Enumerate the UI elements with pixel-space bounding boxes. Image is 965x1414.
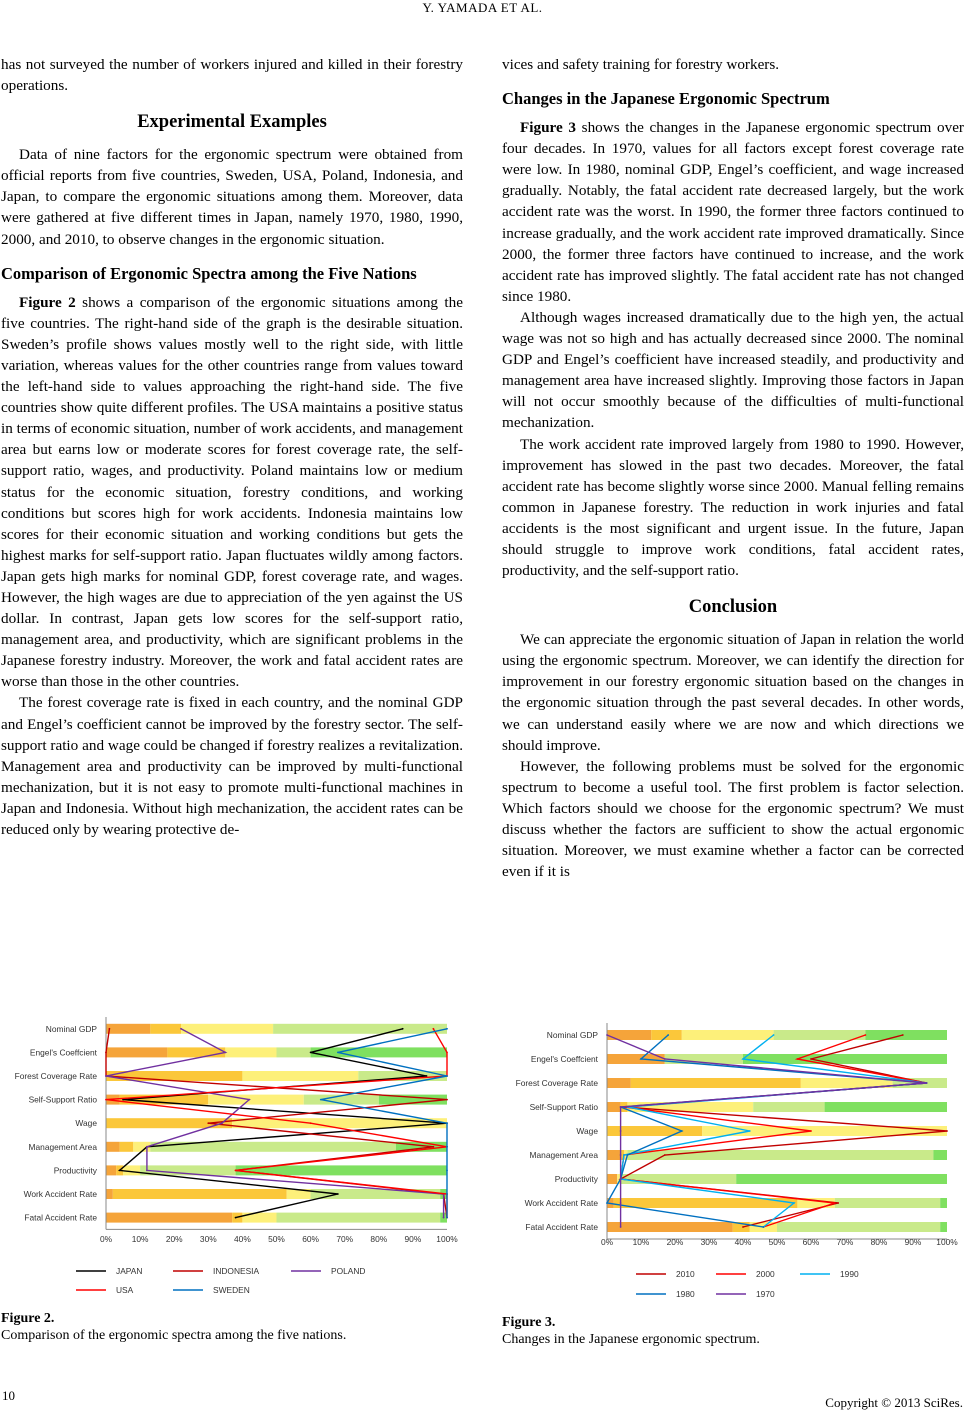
fig2-band-row8-seg0 <box>106 1213 232 1223</box>
fig3-point-1970 <box>620 1130 622 1132</box>
fig3-point-1980 <box>606 1202 608 1204</box>
fig2-band-row1-seg1 <box>167 1047 225 1057</box>
fig2-category-label: Nominal GDP <box>45 1023 97 1034</box>
fig3-point-1990 <box>773 1034 775 1036</box>
fig2-x-tick-label: 90% <box>404 1234 422 1244</box>
fig2-x-tick-label: 50% <box>268 1234 285 1244</box>
fig2-point-indonesia <box>207 1122 209 1124</box>
fig3-x-tick-label: 100% <box>936 1237 958 1247</box>
fig3-band-row5-seg4 <box>933 1150 947 1160</box>
paragraph-comparison <box>1 292 463 693</box>
fig3-x-tick-label: 50% <box>768 1237 786 1247</box>
fig3-band-row8-seg4 <box>940 1222 947 1232</box>
fig3-band-row5-seg0 <box>607 1150 621 1160</box>
fig3-point-1970 <box>664 1058 666 1060</box>
fig3-band-row3-seg3 <box>753 1102 824 1112</box>
fig3-band-row3-seg4 <box>825 1102 947 1112</box>
fig2-category-label: Self-Support Ratio <box>28 1094 97 1105</box>
fig3-category-label: Fatal Accident Rate <box>525 1222 598 1232</box>
paragraph-conclusion-1: We can appreciate the ergonomic situation of Japan in relation the world using the ergonomic spectrum. Moreover, we can identify the direction for improvement in our forestry ergonomic situation based on the changes in the ergonomic situation through the past several decades. In other words, we can understand easily where we are now and which directions we should improve. <box>502 631 964 754</box>
fig2-band-row1-seg2 <box>225 1047 276 1057</box>
fig2-point-poland <box>180 1028 182 1030</box>
fig3-point-2010 <box>902 1034 904 1036</box>
fig2-band-row8-seg2 <box>242 1213 276 1223</box>
fig3-legend-label: 1980 <box>676 1289 695 1299</box>
fig3-point-1990 <box>793 1202 795 1204</box>
fig2-x-tick-label: 60% <box>302 1234 319 1244</box>
fig2-point-usa <box>446 1052 448 1054</box>
fig2-band-row0-seg1 <box>150 1024 181 1034</box>
fig2-band-row5-seg0 <box>106 1142 120 1152</box>
fig3-point-1970 <box>620 1226 622 1228</box>
fig2-point-poland <box>146 1146 148 1148</box>
fig3-x-tick-label: 90% <box>904 1237 922 1247</box>
fig3-point-1970 <box>620 1154 622 1156</box>
fig2-point-japan <box>402 1028 404 1030</box>
fig3-point-1980 <box>667 1034 669 1036</box>
fig3-point-1970 <box>606 1034 608 1036</box>
figure3-chart <box>500 1010 963 1310</box>
fig2-legend-label: USA <box>116 1285 134 1295</box>
subsection-heading-comparison: Comparison of Ergonomic Spectra among the Five Nations <box>1 263 417 283</box>
fig2-point-sweden <box>446 1028 448 1030</box>
right-column <box>502 54 964 882</box>
fig3-x-tick-label: 80% <box>870 1237 888 1247</box>
comparison-text: shows a comparison of the ergonomic situations among the five countries. The right-hand side of the graph is the desirable situation. Sweden’s profile shows values mostly well to the right side, with little variation, whereas values for the other countries range from values toward the left-hand side to values approaching the right-hand side. The five countries show quite different profiles. The USA maintains a positive status in terms of economic situation, number of work accidents, and management area but earns low or moderate scores for forest coverage rate, the self-support ratio, wages, and productivity. Poland maintains low or medium status for the economic situation, forestry conditions, and working conditions but scores high for work accidents. Indonesia maintains low scores for their economic situation and working conditions but gets the highest marks for self-support ratio. Japan fluctuates wildly among factors. Japan gets high marks for nominal GDP, forest coverage rate, and wages. However, the high wages are due to appreciation of the yen against the US dollar. In contrast, Japan gets low scores for the self-support ratio, management area, and productivity, which are significant problems in the Japanese forestry industry. Moreover, the work and fatal accident rates are worse than those in the other countries. <box>1 293 463 691</box>
fig2-point-usa <box>432 1028 434 1030</box>
fig2-x-tick-label: 10% <box>131 1234 149 1244</box>
fig3-point-2010 <box>837 1202 839 1204</box>
fig2-band-row6-seg0 <box>106 1165 116 1175</box>
fig2-legend-label: INDONESIA <box>213 1266 260 1276</box>
fig2-point-indonesia <box>446 1099 448 1101</box>
fig3-legend-label: 1990 <box>840 1269 859 1279</box>
fig3-point-1980 <box>763 1226 765 1228</box>
fig2-point-indonesia <box>432 1146 434 1148</box>
fig3-category-label: Self-Support Ratio <box>529 1102 598 1112</box>
fig2-point-poland <box>443 1217 445 1219</box>
changes-text: shows the changes in the Japanese ergonomic spectrum over four decades. In 1970, values for all factors except forest coverage rate were low. In 1980, nominal GDP, Engel’s coefficient, and wage increased gradually. Notably, the fatal accident rate decreased largely, but the work accident rate was the worst. In 1990, the former three factors continued to increase gradually, and the work accident rate improved dramatically. Since 2000, the former three factors have continued to increase, and the work accident rate has improved slightly. The fatal accident rate has not changed since 1980. <box>502 119 964 305</box>
fig3-band-row8-seg0 <box>607 1222 733 1232</box>
fig2-band-row3-seg2 <box>208 1095 303 1105</box>
fig2-x-tick-label: 70% <box>336 1234 354 1244</box>
fig2-x-tick-label: 30% <box>199 1234 217 1244</box>
fig2-category-label: Fatal Accident Rate <box>24 1212 97 1223</box>
paragraph-continued: vices and safety training for forestry workers. <box>502 56 780 73</box>
fig2-point-sweden <box>446 1170 448 1172</box>
fig3-category-label: Engel's Coeffcient <box>530 1054 598 1064</box>
running-head: Y. YAMADA ET AL. <box>422 0 543 15</box>
fig3-band-row0-seg2 <box>682 1030 774 1040</box>
figure2-caption-block <box>1 1310 471 1344</box>
fig3-category-label: Forest Coverage Rate <box>515 1078 598 1088</box>
fig2-point-sweden <box>446 1146 448 1148</box>
fig2-category-label: Wage <box>75 1118 97 1129</box>
fig2-point-poland <box>146 1170 148 1172</box>
paragraph-intro: has not surveyed the number of workers injured and killed in their forestry operations. <box>1 56 463 95</box>
fig3-point-2010 <box>742 1226 744 1228</box>
fig2-point-sweden <box>320 1099 322 1101</box>
fig2-point-japan <box>119 1170 121 1172</box>
fig3-band-row3-seg0 <box>607 1102 621 1112</box>
fig3-band-row6-seg3 <box>621 1174 737 1184</box>
subsection-heading-changes: Changes in the Japanese Ergonomic Spectrum <box>502 89 830 109</box>
fig2-point-japan <box>426 1075 428 1077</box>
fig3-x-tick-label: 60% <box>802 1237 820 1247</box>
fig3-band-row2-seg0 <box>607 1078 631 1088</box>
fig3-point-1990 <box>742 1058 744 1060</box>
fig2-point-sweden <box>446 1217 448 1219</box>
left-column <box>1 54 463 840</box>
fig3-band-row0-seg4 <box>865 1030 947 1040</box>
fig2-point-sweden <box>446 1122 448 1124</box>
fig3-category-label: Work Accident Rate <box>524 1198 598 1208</box>
fig3-point-2000 <box>810 1130 812 1132</box>
fig2-band-row7-seg1 <box>113 1189 287 1199</box>
fig3-point-2000 <box>797 1058 799 1060</box>
section-heading-experimental: Experimental Examples <box>137 112 327 133</box>
fig2-category-label: Forest Coverage Rate <box>14 1071 97 1081</box>
fig3-point-1970 <box>620 1106 622 1108</box>
fig3-category-label: Management Area <box>529 1150 598 1160</box>
fig2-point-poland <box>224 1052 226 1054</box>
paragraph-experimental: Data of nine factors for the ergonomic spectrum were obtained from official reports from five countries, Sweden, USA, Poland, Indonesia, and Japan, to compare the ergonomic situations among them. Moreover, data were gathered at five different times in Japan, namely 1970, 1980, 1990, 2000, and 2010, to observe changes in the ergonomic situation. <box>1 146 463 248</box>
fig3-point-1980 <box>627 1154 629 1156</box>
fig3-category-label: Nominal GDP <box>546 1030 598 1040</box>
fig3-x-tick-label: 0% <box>600 1237 614 1247</box>
fig2-point-usa <box>235 1170 237 1172</box>
fig2-legend-label: POLAND <box>331 1266 366 1276</box>
section-heading-conclusion: Conclusion <box>688 597 778 618</box>
fig3-point-2010 <box>664 1154 666 1156</box>
fig2-x-tick-label: 100% <box>436 1234 458 1244</box>
figure3-caption: Changes in the Japanese ergonomic spectrum. <box>502 1332 760 1347</box>
paragraph-conclusion-2: However, the following problems must be solved for the ergonomic spectrum to become a useful tool. The first problem is factor selection. Which factors should we choose for the ergonomic spectrum? We must discuss whether the factors are sufficient to show the actual ergonomic situation. Moreover, we must examine whether a factor can be corrected even if it is <box>502 757 964 881</box>
fig2-point-indonesia <box>109 1028 111 1030</box>
fig2-band-row0-seg0 <box>106 1024 150 1034</box>
fig2-point-sweden <box>337 1052 339 1054</box>
paragraph-changes <box>502 117 964 307</box>
fig2-point-sweden <box>446 1193 448 1195</box>
fig3-x-tick-label: 30% <box>700 1237 718 1247</box>
fig2-category-label: Work Accident Rate <box>23 1189 97 1199</box>
figure2-label: Figure 2. <box>1 1311 55 1326</box>
fig3-band-row5-seg3 <box>627 1150 933 1160</box>
fig2-point-poland <box>248 1099 250 1101</box>
fig2-band-row1-seg3 <box>277 1047 311 1057</box>
fig2-point-indonesia <box>105 1052 107 1054</box>
fig2-point-japan <box>310 1052 312 1054</box>
fig3-point-1970 <box>620 1178 622 1180</box>
fig3-legend-label: 1970 <box>756 1289 775 1299</box>
fig3-point-1990 <box>749 1130 751 1132</box>
fig3-point-2000 <box>834 1202 836 1204</box>
fig3-band-row7-seg3 <box>835 1198 940 1208</box>
fig3-band-row0-seg1 <box>651 1030 682 1040</box>
fig3-band-row6-seg0 <box>607 1174 617 1184</box>
fig3-band-row0-seg3 <box>774 1030 866 1040</box>
copyright-notice: Copyright © 2013 SciRes. <box>825 1395 963 1410</box>
paragraph-wages: Although wages increased dramatically due to the high yen, the actual wage was not so high and has actually decreased since 2000. The nominal GDP and Engel’s coefficient have increased steadily, and productivity and management area have increased slightly. Improving those factors in Japan will not occur smoothly because of the difficulties of multi-functional mechanization. <box>502 308 964 432</box>
paragraph-accident: The work accident rate improved largely from 1980 to 1990. However, improvement has slowed in the past two decades. Moreover, the fatal accident rate has become slightly worse since 2000. Manual felling remains common in Japanese forestry. The reduction in work injuries and fatal accidents is the most significant and urgent issue. In the future, Japan should struggle to improve work conditions, fatal accident rates, productivity, and the self-support ratio. <box>502 435 964 580</box>
fig2-category-label: Productivity <box>53 1165 97 1176</box>
fig2-point-sweden <box>446 1075 448 1077</box>
figure2-caption: Comparison of the ergonomic spectra among the five nations. <box>1 1328 347 1343</box>
fig2-band-row2-seg2 <box>242 1071 358 1081</box>
fig3-category-label: Productivity <box>554 1174 598 1184</box>
fig3-point-1990 <box>623 1154 625 1156</box>
fig2-point-usa <box>310 1122 312 1124</box>
fig2-x-tick-label: 20% <box>165 1234 183 1244</box>
figure2-reference: Figure 2 <box>19 293 76 311</box>
fig3-category-label: Wage <box>576 1126 598 1136</box>
fig2-x-tick-label: 0% <box>99 1234 113 1244</box>
fig2-band-row1-seg0 <box>106 1047 167 1057</box>
fig3-x-tick-label: 70% <box>836 1237 854 1247</box>
fig2-category-label: Engel's Coeffcient <box>29 1047 97 1058</box>
fig3-point-2010 <box>946 1130 948 1132</box>
fig2-point-poland <box>221 1122 223 1124</box>
figure2-chart <box>0 1010 470 1300</box>
fig3-band-row2-seg1 <box>631 1078 801 1088</box>
figure3-caption-block <box>502 1314 962 1348</box>
fig3-point-1970 <box>620 1202 622 1204</box>
fig3-legend-label: 2000 <box>756 1269 775 1279</box>
fig3-x-tick-label: 20% <box>666 1237 684 1247</box>
page-number: 10 <box>2 1388 15 1403</box>
fig2-point-poland <box>105 1075 107 1077</box>
fig3-x-tick-label: 40% <box>734 1237 752 1247</box>
fig3-point-2000 <box>865 1034 867 1036</box>
fig2-point-japan <box>337 1193 339 1195</box>
fig2-x-tick-label: 80% <box>370 1234 388 1244</box>
fig2-band-row8-seg3 <box>277 1213 441 1223</box>
fig2-band-row0-seg2 <box>181 1024 273 1034</box>
paragraph-forest: The forest coverage rate is fixed in each country, and the nominal GDP and Engel’s coefficient cannot be improved by the forestry sector. The self-support ratio and wage could be changed if forestry realizes a revitalization. Management area and productivity can be improved by multi-functional mechanization, but it is not easy to promote multi-functional machines in Japan and Indonesia. Without high mechanization, the accident rates can be reduced only by wearing protective de- <box>1 694 463 838</box>
fig3-x-tick-label: 10% <box>632 1237 650 1247</box>
fig2-band-row4-seg2 <box>232 1118 447 1128</box>
fig3-band-row6-seg4 <box>736 1174 947 1184</box>
fig2-x-tick-label: 40% <box>234 1234 251 1244</box>
fig2-point-usa <box>105 1099 107 1101</box>
fig2-legend-label: JAPAN <box>116 1266 143 1276</box>
fig3-point-1980 <box>640 1058 642 1060</box>
fig2-category-label: Management Area <box>28 1141 97 1152</box>
fig3-point-1980 <box>681 1130 683 1132</box>
fig2-band-row5-seg1 <box>120 1142 134 1152</box>
fig2-point-japan <box>235 1217 237 1219</box>
fig2-band-row0-seg3 <box>273 1024 447 1034</box>
fig3-point-2010 <box>810 1058 812 1060</box>
fig2-legend-label: SWEDEN <box>213 1285 250 1295</box>
fig2-band-row7-seg0 <box>106 1189 113 1199</box>
fig3-legend-label: 2010 <box>676 1269 695 1279</box>
fig3-band-row7-seg4 <box>940 1198 947 1208</box>
figure3-label: Figure 3. <box>502 1315 556 1330</box>
fig3-band-row8-seg3 <box>777 1222 940 1232</box>
fig3-point-1970 <box>926 1082 928 1084</box>
figure3-reference: Figure 3 <box>520 119 576 137</box>
